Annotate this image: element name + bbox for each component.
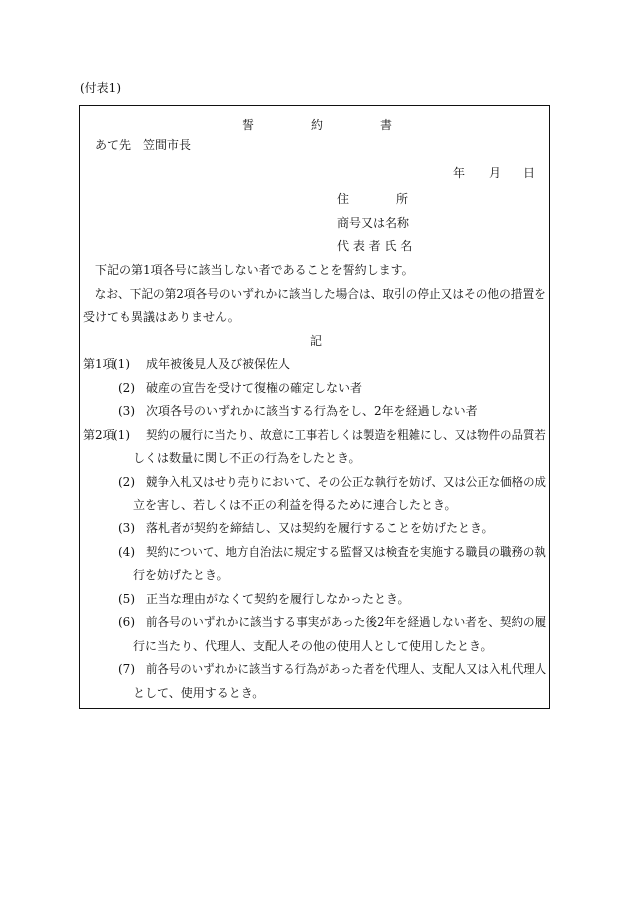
section2-item-7-line-2: として、使用するとき。	[133, 686, 265, 700]
section2-item-7-line-1: 前各号のいずれかに該当する行為があった者を代理人、支配人又は入札代理人	[146, 662, 547, 676]
section2-item-5-line-1: 正当な理由がなくて契約を履行しなかったとき。	[146, 592, 410, 606]
section1-item-2-num: (2)	[118, 381, 135, 395]
section1-item-3-num: (3)	[118, 404, 135, 418]
section2-item-6-line-2: 行に当たり、代理人、支配人その他の使用人として使用したとき。	[133, 639, 493, 653]
pledge-line-1: 下記の第1項各号に該当しない者であることを誓約します。	[83, 263, 414, 277]
date-year: 年	[453, 166, 466, 180]
appendix-label: (付表1)	[80, 81, 121, 95]
section1-item-1-text: 成年被後見人及び被保佐人	[146, 357, 291, 371]
ki-heading: 記	[310, 334, 323, 348]
section2-item-3-num: (3)	[118, 521, 135, 535]
title-char-3: 書	[380, 118, 393, 132]
date-month: 月	[489, 166, 502, 180]
signer-name: 商号又は名称	[337, 216, 410, 230]
section2-item-2-line-2: 立を害し、若しくは不正の利益を得るために連合したとき。	[133, 498, 457, 512]
section2-item-5-num: (5)	[118, 592, 135, 606]
section1-label: 第1項	[83, 357, 115, 371]
signer-address-char-1: 住	[337, 192, 350, 206]
pledge-line-3: 受けても異議はありません。	[83, 310, 240, 324]
section2-label: 第2項	[83, 428, 115, 442]
section2-item-4-line-2: 行を妨げたとき。	[133, 568, 229, 582]
section1-item-2-text: 破産の宣告を受けて復権の確定しない者	[146, 381, 363, 395]
title-char-1: 誓	[242, 118, 255, 132]
section1-item-1-num: (1)	[113, 357, 130, 371]
section2-item-1-num: (1)	[113, 428, 130, 442]
addressee: あて先 笠間市長	[95, 138, 192, 152]
section2-item-2-num: (2)	[118, 475, 135, 489]
section2-item-2-line-1: 競争入札又はせり売りにおいて、その公正な執行を妨げ、又は公正な価格の成	[146, 475, 547, 489]
section2-item-6-line-1: 前各号のいずれかに該当する事実があった後2年を経過しない者を、契約の履	[146, 615, 547, 629]
section2-item-1-line-2: しくは数量に関し不正の行為をしたとき。	[133, 451, 361, 465]
section2-item-4-num: (4)	[118, 545, 135, 559]
pledge-line-2: なお、下記の第2項各号のいずれかに該当した場合は、取引の停止又はその他の措置を	[83, 287, 546, 301]
section1-item-3-text: 次項各号のいずれかに該当する行為をし、2年を経過しない者	[146, 404, 478, 418]
signer-address-char-2: 所	[396, 192, 409, 206]
date-day: 日	[523, 166, 536, 180]
section2-item-6-num: (6)	[118, 615, 135, 629]
signer-representative: 代 表 者 氏 名	[337, 239, 413, 253]
title-char-2: 約	[311, 118, 324, 132]
section2-item-7-num: (7)	[118, 662, 135, 676]
section2-item-3-line-1: 落札者が契約を締結し、又は契約を履行することを妨げたとき。	[146, 521, 494, 535]
section2-item-1-line-1: 契約の履行に当たり、故意に工事若しくは製造を粗雑にし、又は物件の品質若	[146, 428, 546, 442]
section2-item-4-line-1: 契約について、地方自治法に規定する監督又は検査を実施する職員の職務の執	[146, 545, 546, 559]
